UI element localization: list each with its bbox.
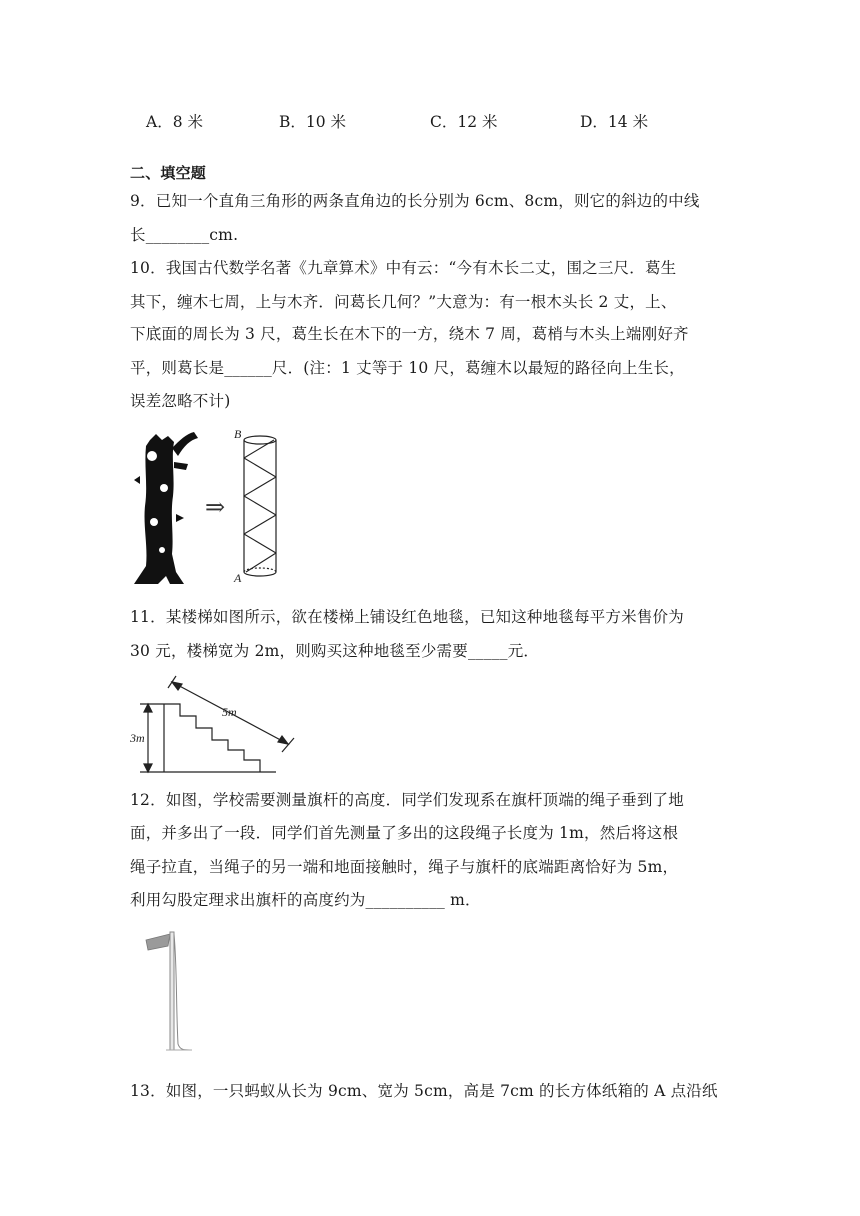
q9-line-2: 长________cm. (130, 226, 239, 244)
length-label: 5m (222, 705, 237, 719)
q10-figure (128, 426, 288, 588)
point-b-label: B (234, 427, 242, 441)
option-c: C．12 米 (430, 113, 498, 131)
figure-arrow: ⇒ (205, 495, 226, 521)
q10-line-3: 下底面的周长为 3 尺，葛生长在木下的一方，绕木 7 周，葛梢与木头上端刚好齐 (130, 325, 689, 343)
flagpole-figure (140, 926, 196, 1056)
option-a: A．8 米 (146, 113, 203, 131)
tree-trunk-image (134, 432, 198, 584)
q12-line-2: 面，并多出了一段．同学们首先测量了多出的这段绳子长度为 1m，然后将这根 (130, 824, 679, 842)
q10-line-2: 其下，缠木七周，上与木齐．问葛长几何？”大意为：有一根木头长 2 丈，上、 (130, 293, 677, 311)
q13-line-1: 13．如图，一只蚂蚁从长为 9cm、宽为 5cm，高是 7cm 的长方体纸箱的 A 点沿纸 (130, 1082, 718, 1100)
q10-line-1: 10．我国古代数学名著《九章算术》中有云：“今有木长二丈，围之三尺．葛生 (130, 259, 677, 277)
q12-line-4: 利用勾股定理求出旗杆的高度约为__________ m． (130, 891, 481, 909)
q12-line-3: 绳子拉直，当绳子的另一端和地面接触时，绳子与旗杆的底端距离恰好为 5m， (130, 858, 679, 876)
option-b: B．10 米 (279, 113, 347, 131)
section-title: 二、填空题 (130, 164, 207, 182)
q10-line-5: 误差忽略不计) (130, 392, 231, 410)
q10-line-4: 平，则葛长是______尺．(注：1 丈等于 10 尺，葛缠木以最短的路径向上生长， (130, 359, 685, 377)
height-label: 3m (130, 731, 145, 745)
point-a-label: A (234, 571, 242, 585)
q12-line-1: 12．如图，学校需要测量旗杆的高度．同学们发现系在旗杆顶端的绳子垂到了地 (130, 791, 684, 809)
q9-line-1: 9．已知一个直角三角形的两条直角边的长分别为 6cm、8cm，则它的斜边的中线 (130, 192, 700, 210)
option-d: D．14 米 (580, 113, 649, 131)
staircase-figure (128, 674, 300, 778)
q11-line-1: 11．某楼梯如图所示，欲在楼梯上铺设红色地毯，已知这种地毯每平方米售价为 (130, 608, 684, 626)
q11-line-2: 30 元，楼梯宽为 2m，则购买这种地毯至少需要_____元． (130, 642, 540, 660)
cylinder-shape (244, 436, 276, 576)
